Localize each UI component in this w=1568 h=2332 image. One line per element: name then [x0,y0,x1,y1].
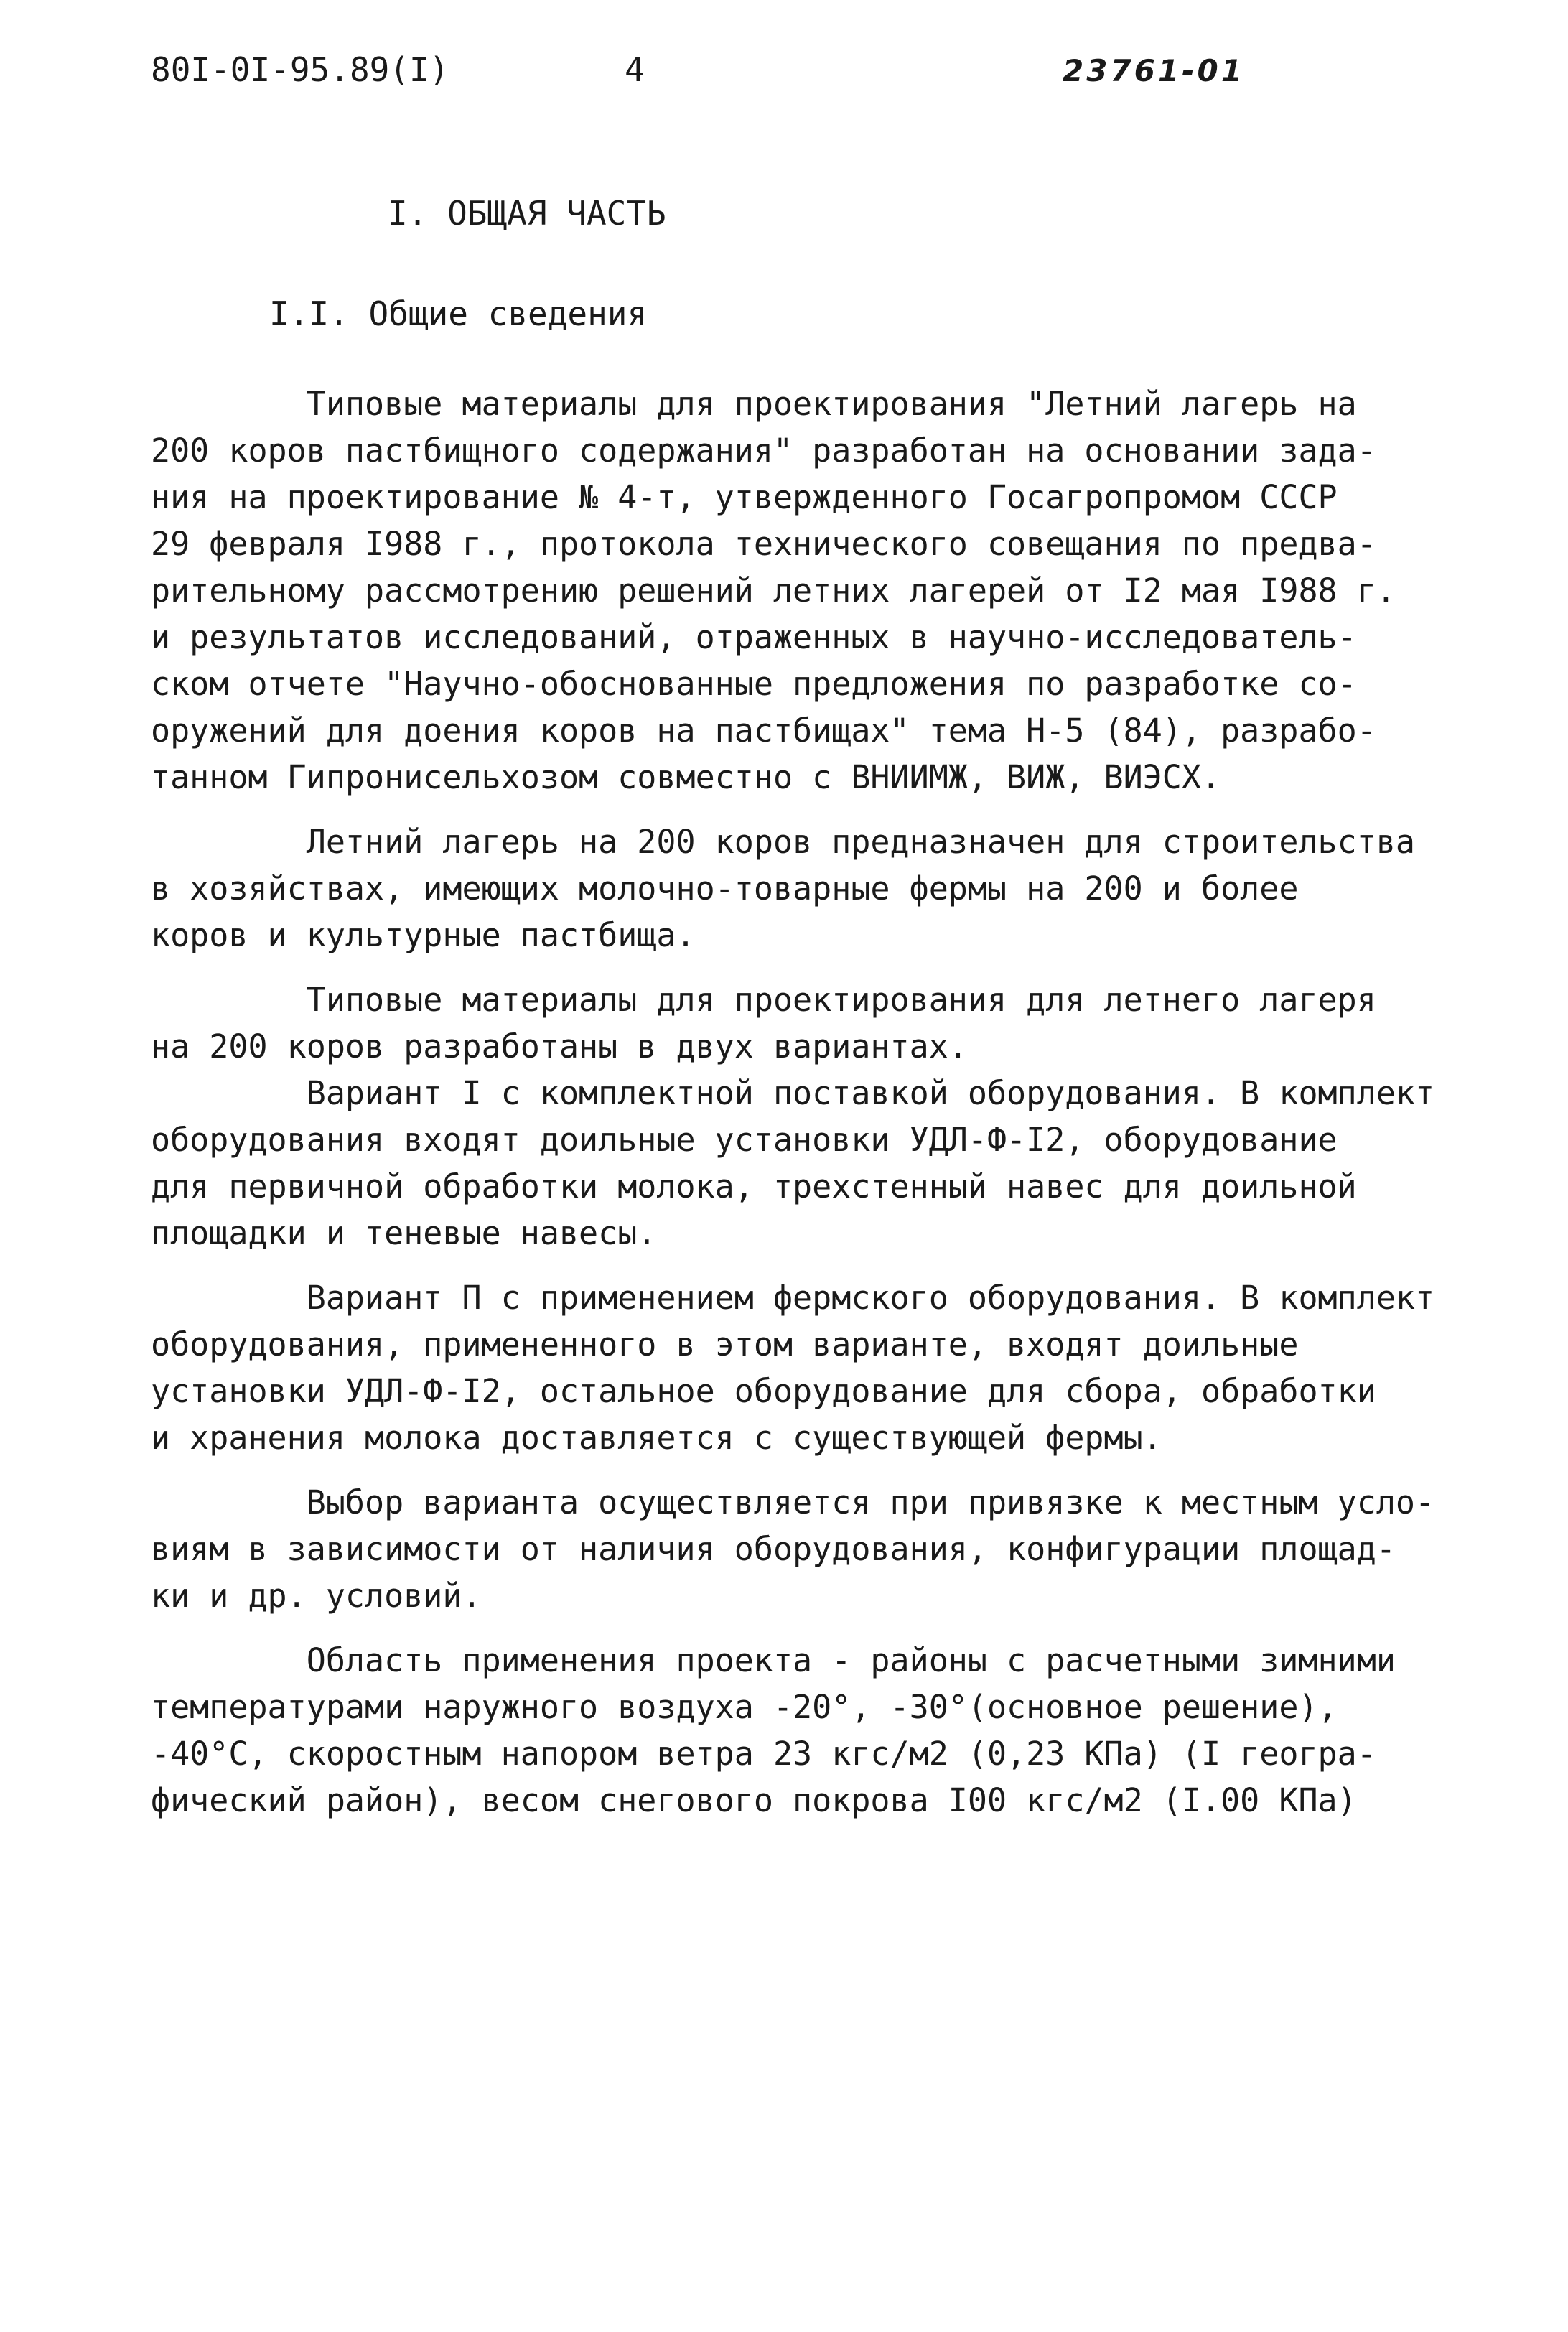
text-line: ки и др. условий. [151,1577,482,1615]
paragraph [151,1637,1422,1824]
paragraph [151,1479,1435,1619]
text-line: площадки и теневые навесы. [151,1214,657,1252]
text-line: рительному рассмотрению решений летних лагерей от I2 мая I988 г. [151,572,1396,610]
page-header [151,50,1457,101]
text-line: Летний лагерь на 200 коров предназначен для строительства [151,823,1415,861]
handwritten-stamp-number: 23761-01 [1063,53,1245,88]
text-line: Типовые материалы для проектирования "Летний лагерь на [151,385,1357,423]
paragraph [151,818,1422,959]
body-text [151,381,1435,1842]
text-line: танном Гипронисельхозом совместно с ВНИИМЖ, ВИЖ, ВИЭСХ. [151,758,1221,796]
paragraph [151,1274,1435,1461]
text-line: -40°С, скоростным напором ветра 23 кгс/м2 (0,23 КПа) (I геогра- [151,1735,1376,1773]
text-line: Выбор варианта осуществляется при привязке к местным усло- [151,1483,1435,1521]
text-line: в хозяйствах, имеющих молочно-товарные фермы на 200 и более [151,869,1299,908]
text-line: Вариант I с комплектной поставкой оборудования. В комплект [151,1074,1435,1112]
text-line: и хранения молока доставляется с существующей фермы. [151,1419,1162,1457]
text-line: 200 коров пастбищного содержания" разработан на основании зада- [151,432,1376,470]
paragraph [151,381,1422,801]
text-line: на 200 коров разработаны в двух вариантах. [151,1027,968,1065]
text-line: установки УДЛ-Ф-I2, остальное оборудование для сбора, обработки [151,1372,1376,1410]
text-line: ния на проектирование № 4-т, утвержденного Госагропромом СССР [151,478,1338,516]
paragraph [151,976,1422,1070]
text-line: оружений для доения коров на пастбищах" тема Н-5 (84), разрабо- [151,712,1376,750]
section-title: I. ОБЩАЯ ЧАСТЬ [388,194,666,233]
subsection-title: I.I. Общие сведения [269,294,648,333]
text-line: ском отчете "Научно-обоснованные предложения по разработке со- [151,665,1357,703]
page-number: 4 [625,50,645,89]
text-line: оборудования, примененного в этом варианте, входят доильные [151,1325,1299,1363]
text-line: Вариант П с применением фермского оборудования. В комплект [151,1279,1435,1317]
text-line: Типовые материалы для проектирования для летнего лагеря [151,981,1376,1019]
text-line: фический район), весом снегового покрова I00 кгс/м2 (I.00 КПа) [151,1781,1357,1819]
text-line: и результатов исследований, отраженных в научно-исследователь- [151,618,1357,656]
text-line: 29 февраля I988 г., протокола технического совещания по предва- [151,525,1376,563]
text-line: температурами наружного воздуха -20°, -30°(основное решение), [151,1688,1338,1726]
document-code: 80I-0I-95.89(I) [151,50,449,89]
text-line: виям в зависимости от наличия оборудования, конфигурации площад- [151,1530,1396,1568]
text-line: Область применения проекта - районы с расчетными зимними [151,1641,1396,1679]
paragraph [151,1070,1435,1256]
text-line: оборудования входят доильные установки УДЛ-Ф-I2, оборудование [151,1121,1338,1159]
text-line: коров и культурные пастбища. [151,916,696,954]
text-line: для первичной обработки молока, трехстенный навес для доильной [151,1167,1357,1205]
